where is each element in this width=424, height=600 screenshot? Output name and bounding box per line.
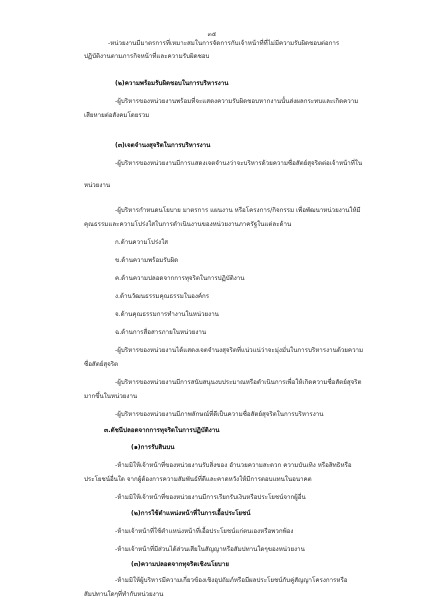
section-heading: ๓.ดัชนีปลอดจากการทุจริตในการปฏิบัติงาน [104, 427, 220, 434]
text-line: ปฏิบัติงานตามภารกิจหน้าที่และความรับผิดชอบ [84, 53, 210, 60]
text-line: หน่วยงาน [84, 182, 111, 189]
text-line: -ผู้บริหารของหน่วยงานมีการสนับสนุนงบประมาณหรือดำเนินการเพื่อให้เกิดความซื่อสัตย์สุจริต [115, 379, 362, 386]
list-item: ง.ด้านวัฒนธรรมคุณธรรมในองค์กร [115, 293, 210, 300]
text-line: -ห้ามมิให้เจ้าหน้าที่ของหน่วยงานมีการเรียกรับเงินหรือประโยชน์จากผู้อื่น [115, 494, 306, 501]
text-line: คุณธรรมและความโปร่งใสในการดำเนินงานของหน่วยงานภาครัฐในแต่ละด้าน [84, 221, 292, 228]
text-line: -หน่วยงานมีมาตรการที่เหมาะสมในการจัดการกับเจ้าหน้าที่ที่ไม่มีความรับผิดชอบต่อการ [108, 40, 340, 47]
section-heading: (๓)เจตจำนงสุจริตในการบริหารงาน [115, 142, 211, 149]
text-line: เสียหายต่อสังคมโดยรวม [84, 112, 150, 119]
text-line: -ผู้บริหารกำหนดนโยบาย มาตรการ แผนงาน หรือโครงการ/กิจกรรม เพื่อพัฒนาหน่วยงานให้มี [115, 207, 361, 214]
text-line: มากขึ้นในหน่วยงาน [84, 393, 138, 400]
list-item: ข.ด้านความพร้อมรับผิด [115, 257, 179, 264]
text-line: -ผู้บริหารของหน่วยงานมีการแสดงเจตจำนงว่าจะบริหารด้วยความซื่อสัตย์สุจริตต่อเจ้าหน้าที่ใน [115, 160, 363, 167]
page-number: ๓๕ [207, 31, 217, 38]
list-item: ค.ด้านความปลอดจากการทุจริตในการปฏิบัติงาน [115, 275, 245, 282]
subsection-heading: (๒)การใช้ตำแหน่งหน้าที่ในการเอื้อประโยชน์ [131, 510, 251, 517]
subsection-heading: (๑)การรับสินบน [131, 444, 175, 451]
text-line: -ห้ามมิให้เจ้าหน้าที่ของหน่วยงานรับสิ่งของ อำนวยความสะดวก ความบันเทิง หรือสิทธิหรือ [115, 462, 352, 469]
text-line: -ผู้บริหารของหน่วยงานมีภาพลักษณ์ที่ดีเป็นความซื่อสัตย์สุจริตในการบริหารงาน [115, 411, 324, 418]
text-line: ประโยชน์อื่นใด จากผู้ต้องการความสัมพันธ์ที่ดีและคาดหวังให้มีการตอบแทนในอนาคต [84, 476, 312, 483]
list-item: ฉ.ด้านการสื่อสารภายในหน่วยงาน [115, 329, 207, 336]
text-line: -ผู้บริหารของหน่วยงานพร้อมที่จะแสดงความรับผิดชอบหากงานนั้นส่งผลกระทบและเกิดความ [115, 98, 359, 105]
list-item: จ.ด้านคุณธรรมการทำงานในหน่วยงาน [115, 311, 219, 318]
text-line: สัมปทานใดๆที่ทำกับหน่วยงาน [84, 591, 164, 598]
list-item: ก.ด้านความโปร่งใส [115, 239, 168, 246]
text-line: ซื่อสัตย์สุจริต [84, 361, 119, 368]
text-line: -ผู้บริหารของหน่วยงานได้แสดงเจตจำนงสุจริตที่แน่วแน่ว่าจะมุ่งมั่นในการบริหารงานด้วยความ [115, 347, 364, 354]
text-line: -ห้ามมิให้ผู้บริหารมีความเกี่ยวข้องเชิงอุปถัมภ์หรือมีผลประโยชน์กับคู่สัญญาโครงการหรือ [115, 577, 348, 584]
text-line: -ห้ามเจ้าหน้าที่มีส่วนได้ส่วนเสียในสัญญาหรือสัมปทานใดๆของหน่วยงาน [115, 546, 305, 553]
section-heading: (๒)ความพร้อมรับผิดชอบในการบริหารงาน [115, 80, 229, 87]
subsection-heading: (๓)ความปลอดจากทุจริตเชิงนโยบาย [131, 561, 229, 568]
text-line: -ห้ามเจ้าหน้าที่ใช้ตำแหน่งหน้าที่เอื้อประโยชน์แก่ตนเองหรือพวกพ้อง [115, 528, 294, 535]
